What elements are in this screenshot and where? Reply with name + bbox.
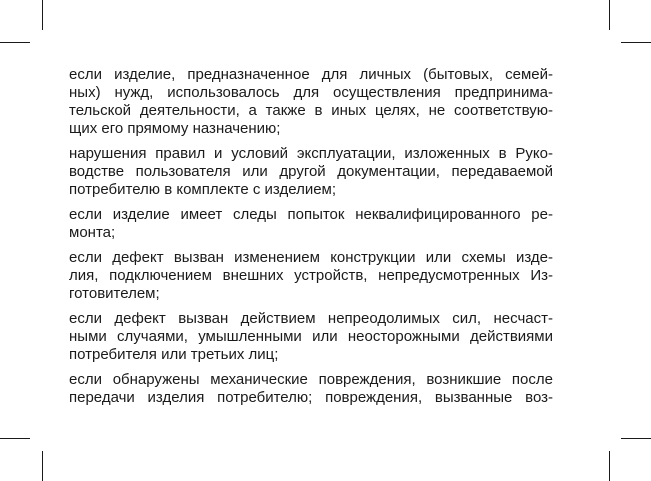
text-line: ными случаями, умышленными или неосторожными действиями (69, 328, 553, 345)
text-line: передачи изделия потребителю; повреждения, вызванные воз- (69, 389, 553, 406)
text-line: если дефект вызван действием непреодолимых сил, несчаст- (69, 310, 553, 327)
text-line: щих его прямому назначению; (69, 120, 281, 137)
text-line: монта; (69, 224, 116, 241)
crop-mark-top-right-vertical (609, 0, 610, 30)
crop-mark-top-right-horizontal (621, 42, 651, 43)
paragraph-mechanical-damage (69, 371, 553, 407)
text-line: если изделие имеет следы попыток неквалифицированного ре- (69, 206, 553, 223)
crop-mark-bottom-left-horizontal (0, 438, 30, 439)
crop-mark-top-left-horizontal (0, 42, 30, 43)
text-line: потребителя или третьих лиц; (69, 346, 279, 363)
text-line: ных) нужд, использовалось для осуществления предпринима- (69, 84, 553, 101)
crop-mark-bottom-right-vertical (609, 451, 610, 481)
paragraph-commercial-use (69, 66, 553, 138)
text-line: если обнаружены механические повреждения, возникшие после (69, 371, 553, 388)
text-line: водстве пользователя или другой документации, передаваемой (69, 163, 553, 180)
text-line: лия, подключением внешних устройств, непредусмотренных Из- (69, 267, 553, 284)
text-line: если изделие, предназначенное для личных (бытовых, семей- (69, 66, 553, 83)
text-line: потребителю в комплекте с изделием; (69, 181, 337, 198)
crop-mark-bottom-right-horizontal (621, 438, 651, 439)
text-line: нарушения правил и условий эксплуатации, изложенных в Руко- (69, 145, 553, 162)
paragraph-unqualified-repair (69, 206, 553, 242)
paragraph-design-changes (69, 249, 553, 303)
text-line: тельской деятельности, а также в иных целях, не соответствую- (69, 102, 553, 119)
text-line: готовителем; (69, 285, 160, 302)
paragraph-operating-rules (69, 145, 553, 199)
crop-mark-top-left-vertical (42, 0, 43, 30)
text-line: если дефект вызван изменением конструкции или схемы изде- (69, 249, 553, 266)
crop-mark-bottom-left-vertical (42, 451, 43, 481)
paragraph-force-majeure (69, 310, 553, 364)
document-text-block (69, 66, 553, 414)
